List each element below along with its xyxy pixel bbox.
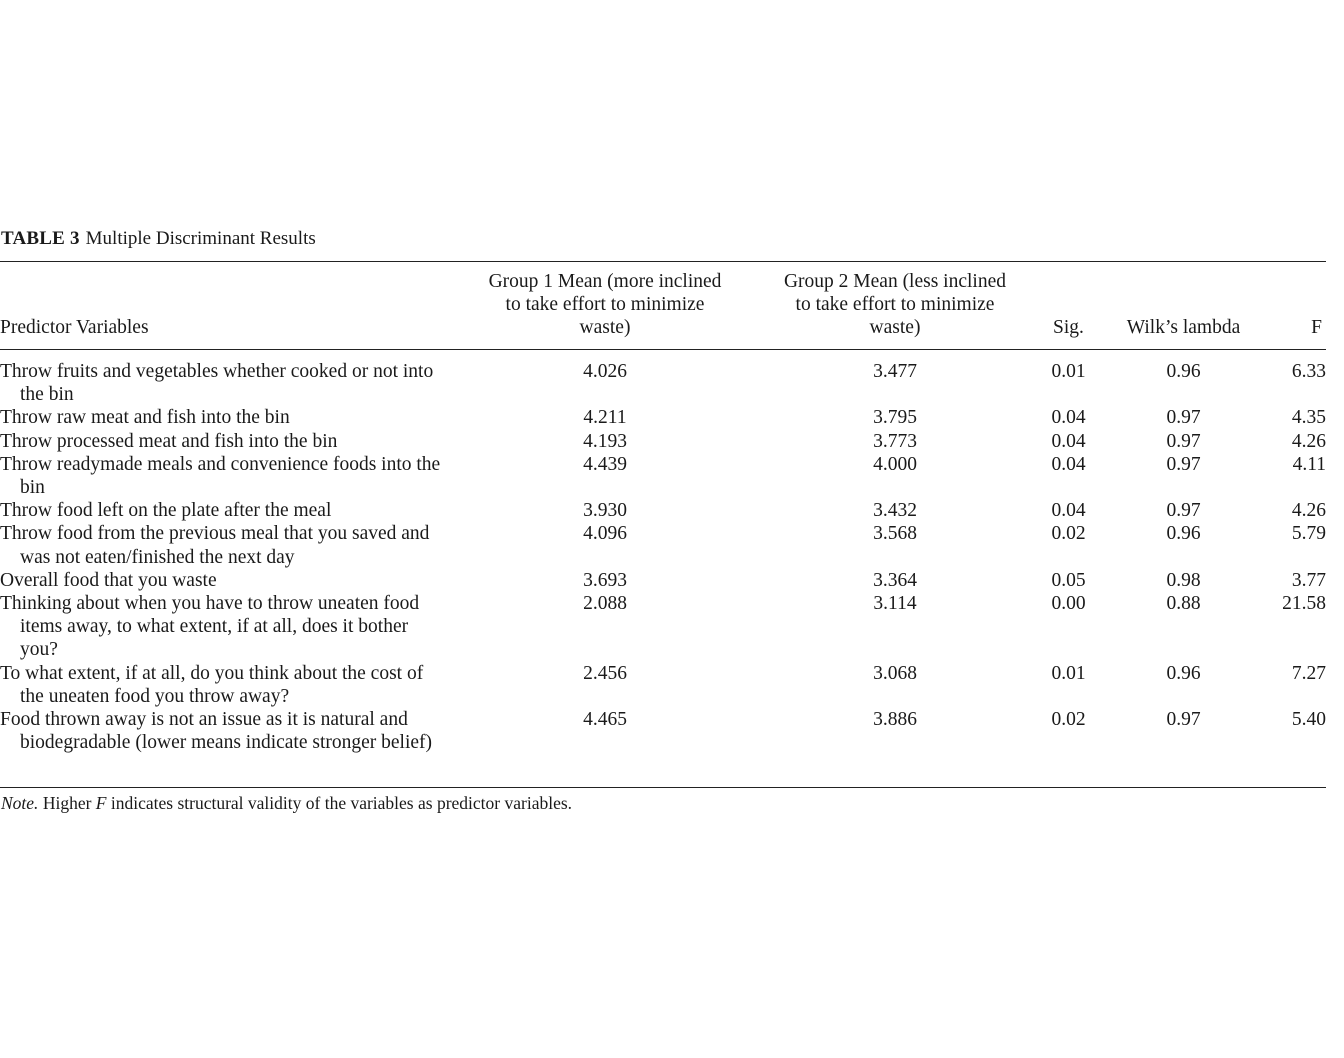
header-group1 — [460, 270, 750, 340]
table-row — [0, 592, 1326, 662]
cell-wilks: 0.97 — [1166, 453, 1201, 475]
cell-wilks: 0.96 — [1166, 361, 1201, 382]
bottom-rule — [0, 787, 1326, 788]
header-group2-line: waste) — [869, 317, 921, 339]
note-prefix: Note. — [1, 793, 39, 813]
cell-f: 21.58 — [1282, 593, 1326, 615]
cell-group2: 3.364 — [873, 569, 917, 591]
table-row — [0, 708, 1326, 754]
table-title: Multiple Discriminant Results — [85, 228, 316, 249]
table-row — [0, 662, 1326, 708]
header-group2-line: Group 2 Mean (less inclined — [783, 271, 1007, 292]
top-rule — [0, 261, 1326, 262]
cell-f: 5.79 — [1291, 523, 1326, 545]
cell-group2: 3.477 — [873, 361, 917, 382]
table-row — [0, 569, 1326, 592]
cell-wilks: 0.88 — [1166, 593, 1201, 615]
cell-f: 4.11 — [1292, 453, 1326, 475]
cell-wilks: 0.98 — [1166, 569, 1201, 591]
cell-wilks: 0.97 — [1166, 709, 1201, 731]
cell-variable: Throw food left on the plate after the meal — [0, 500, 332, 522]
table-header — [0, 270, 1326, 340]
cell-sig: 0.01 — [1051, 662, 1086, 684]
cell-variable: Throw food from the previous meal that you saved and was not eaten/finished the next day — [0, 523, 430, 568]
cell-variable: Thinking about when you have to throw uneaten food items away, to what extent, if at all, does it bother you? — [0, 593, 420, 661]
cell-group2: 3.795 — [873, 407, 917, 429]
header-rule — [0, 349, 1326, 350]
cell-group1: 4.193 — [583, 430, 627, 452]
header-sig: Sig. — [1053, 317, 1084, 339]
cell-wilks: 0.97 — [1166, 430, 1201, 452]
cell-group2: 3.114 — [873, 593, 917, 615]
cell-variable: To what extent, if at all, do you think about the cost of the uneaten food you throw away? — [0, 662, 424, 707]
cell-f: 7.27 — [1291, 662, 1326, 684]
header-row — [0, 270, 1326, 340]
table-row — [0, 406, 1326, 429]
cell-sig: 0.04 — [1051, 500, 1086, 522]
cell-group2: 3.773 — [873, 430, 917, 452]
cell-group1: 3.930 — [583, 500, 627, 522]
cell-wilks: 0.96 — [1166, 662, 1201, 684]
note-text: indicates structural validity of the variables as predictor variables. — [106, 793, 573, 813]
note-text: Higher — [38, 793, 96, 813]
cell-group1: 4.026 — [583, 361, 627, 382]
cell-sig: 0.02 — [1051, 523, 1086, 545]
header-predictor: Predictor Variables — [0, 317, 149, 339]
cell-variable: Overall food that you waste — [0, 569, 217, 591]
cell-sig: 0.05 — [1051, 569, 1086, 591]
cell-variable: Throw raw meat and fish into the bin — [0, 407, 290, 429]
table-row — [0, 453, 1326, 499]
header-group2 — [750, 270, 1040, 340]
cell-sig: 0.04 — [1051, 407, 1086, 429]
cell-group1: 4.465 — [583, 709, 627, 731]
cell-variable: Throw fruits and vegetables whether cooked or not into the bin — [0, 361, 434, 406]
header-group1-line: Group 1 Mean (more inclined — [488, 271, 722, 292]
cell-sig: 0.04 — [1051, 453, 1086, 475]
table-row — [0, 360, 1326, 406]
cell-group1: 2.088 — [583, 593, 627, 615]
cell-sig: 0.04 — [1051, 430, 1086, 452]
header-group1-line: waste) — [579, 317, 631, 339]
header-f: F — [1311, 317, 1322, 339]
cell-group2: 3.432 — [873, 500, 917, 522]
table-row — [0, 522, 1326, 568]
header-group2-line: to take effort to minimize — [795, 294, 995, 316]
cell-f: 5.40 — [1291, 709, 1326, 731]
cell-group1: 4.096 — [583, 523, 627, 545]
header-wilks: Wilk’s lambda — [1126, 317, 1241, 339]
cell-variable: Throw processed meat and fish into the bin — [0, 430, 338, 452]
header-group1-line: to take effort to minimize — [505, 294, 705, 316]
cell-group2: 3.568 — [873, 523, 917, 545]
cell-group2: 3.068 — [873, 662, 917, 684]
cell-sig: 0.00 — [1051, 593, 1086, 615]
table-note — [1, 792, 572, 814]
cell-variable: Throw readymade meals and convenience foods into the bin — [0, 453, 441, 499]
table-label: TABLE 3 — [1, 228, 80, 249]
note-f-symbol: F — [95, 793, 107, 813]
table-body — [0, 360, 1326, 754]
cell-group1: 2.456 — [583, 662, 627, 684]
cell-group1: 4.211 — [583, 407, 627, 429]
cell-group1: 3.693 — [583, 569, 627, 591]
cell-wilks: 0.97 — [1166, 407, 1201, 429]
cell-f: 3.77 — [1291, 569, 1326, 591]
cell-group2: 3.886 — [873, 709, 917, 731]
table-row — [0, 430, 1326, 453]
cell-wilks: 0.96 — [1166, 523, 1201, 545]
cell-f: 4.26 — [1291, 430, 1326, 452]
cell-f: 4.26 — [1291, 500, 1326, 522]
table-caption — [1, 227, 316, 251]
cell-sig: 0.02 — [1051, 709, 1086, 731]
cell-sig: 0.01 — [1051, 361, 1086, 382]
cell-group2: 4.000 — [873, 453, 917, 475]
cell-group1: 4.439 — [583, 453, 627, 475]
cell-f: 4.35 — [1291, 407, 1326, 429]
table-row — [0, 499, 1326, 522]
cell-wilks: 0.97 — [1166, 500, 1201, 522]
cell-f: 6.33 — [1291, 361, 1326, 382]
cell-variable: Food thrown away is not an issue as it is natural and biodegradable (lower means indicate stronger belief) — [0, 709, 433, 754]
